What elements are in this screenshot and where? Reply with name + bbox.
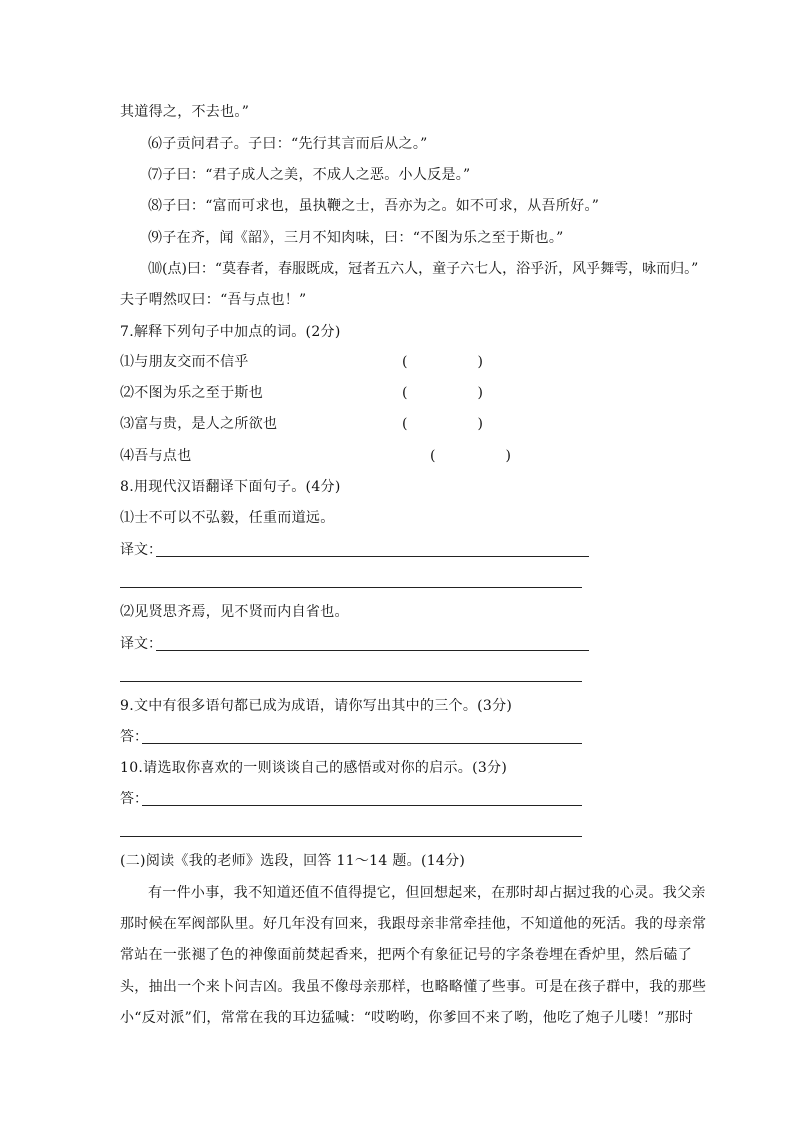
q7-item-4: ⑷吾与点也	[120, 448, 192, 464]
q7-item-4-answer-blank[interactable]: ( )	[430, 448, 511, 464]
question-10-prompt: 10.请选取你喜欢的一则谈谈自己的感悟或对你的启示。(3分)	[120, 760, 508, 776]
q10-answer-line-1[interactable]	[142, 805, 582, 806]
q10-answer-label: 答：	[120, 791, 148, 807]
passage-line-2: ⑹子贡问君子。子曰：“先行其言而后从之。”	[148, 136, 428, 152]
q8-translation-label-2: 译文：	[120, 636, 162, 652]
q9-answer-label: 答：	[120, 729, 148, 745]
q7-item-2-answer-blank[interactable]: ( )	[402, 385, 483, 401]
passage-line-3: ⑺子曰：“君子成人之美，不成人之恶。小人反是。”	[148, 167, 471, 183]
q7-item-3-answer-blank[interactable]: ( )	[402, 416, 483, 432]
section-2-line-4: 头，抽出一个来卜问吉凶。我虽不像母亲那样，也略略懂了些事。可是在孩子群中，我的那些	[120, 979, 707, 995]
section-2-heading: (二)阅读《我的老师》选段，回答 11～14 题。(14分)	[120, 853, 466, 869]
q7-item-3: ⑶富与贵，是人之所欲也	[120, 416, 278, 432]
passage-line-6: ⑽(点)曰：“莫春者，春服既成，冠者五六人，童子六七人，浴乎沂，风乎舞雩，咏而归。”	[148, 261, 699, 277]
q7-item-2: ⑵不图为乐之至于斯也	[120, 385, 263, 401]
q8-answer-line-4[interactable]	[120, 681, 582, 682]
q8-sentence-1: ⑴士不可以不弘毅，任重而道远。	[120, 510, 335, 526]
section-2-line-5: 小“反对派”们，常常在我的耳边猛喊：“哎哟哟，你爹回不来了哟，他吃了炮子儿喽！”那时	[120, 1010, 694, 1026]
section-2-line-2: 那时候在军阀部队里。好几年没有回来，我跟母亲非常牵挂他，不知道他的死活。我的母亲常	[120, 916, 707, 932]
question-8-prompt: 8.用现代汉语翻译下面句子。(4分)	[120, 479, 341, 495]
section-2-line-1: 有一件小事，我不知道还值不值得提它，但回想起来，在那时却占据过我的心灵。我父亲	[148, 885, 706, 901]
q7-item-1: ⑴与朋友交而不信乎	[120, 354, 249, 370]
q8-sentence-2: ⑵见贤思齐焉，见不贤而内自省也。	[120, 604, 349, 620]
passage-line-1: 其道得之，不去也。”	[120, 104, 250, 120]
question-7-prompt: 7.解释下列句子中加点的词。(2分)	[120, 324, 341, 340]
q10-answer-line-2[interactable]	[120, 836, 582, 837]
section-2-line-3: 常站在一张褪了色的神像面前焚起香来，把两个有象征记号的字条卷埋在香炉里，然后磕了	[120, 947, 692, 963]
q8-answer-line-2[interactable]	[120, 587, 582, 588]
passage-line-5: ⑼子在齐，闻《韶》，三月不知肉味，曰：“不图为乐之至于斯也。”	[148, 230, 564, 246]
question-9-prompt: 9.文中有很多语句都已成为成语，请你写出其中的三个。(3分)	[120, 698, 513, 714]
q8-answer-line-3[interactable]	[156, 650, 589, 651]
q7-item-1-answer-blank[interactable]: ( )	[402, 354, 483, 370]
passage-line-7: 夫子喟然叹曰：“吾与点也！”	[120, 292, 307, 308]
q8-answer-line-1[interactable]	[156, 556, 589, 557]
passage-line-4: ⑻子曰：“富而可求也，虽执鞭之士，吾亦为之。如不可求，从吾所好。”	[148, 198, 600, 214]
q8-translation-label-1: 译文：	[120, 542, 162, 558]
q9-answer-line[interactable]	[142, 743, 582, 744]
